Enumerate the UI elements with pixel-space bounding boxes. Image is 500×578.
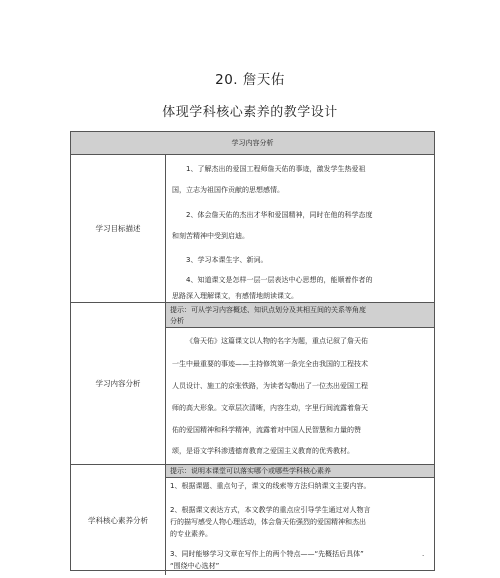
row-label-objectives: 学习目标描述 — [71, 154, 166, 302]
objective-line: 3、学习本课生字、新词。 — [186, 256, 268, 264]
core-item-line: 行的描写感受人物心理活动，体会詹天佑强烈的爱国精神和杰出 — [170, 518, 366, 526]
core-item: 1、根据课题、重点句子，课文的线索等方法归纳课文主要内容。 — [170, 482, 371, 490]
hint-line: 提示：可从学习内容概述、知识点划分及其相互间的关系等角度 — [170, 306, 366, 314]
core-item-line: “围绕中心选材” — [170, 562, 220, 570]
core-literacy-cell — [166, 478, 434, 578]
lesson-design-table — [70, 131, 435, 571]
core-item-line: 3、同时能够学习文章在写作上的两个特点——“先概括后具体” — [170, 550, 364, 558]
row-label-core-literacy: 学科核心素养分析 — [71, 465, 166, 575]
content-line: 佑的爱国精神和科学精神，流露着对中国人民智慧和力量的赞 — [172, 426, 361, 434]
hint-line: 分析 — [170, 317, 184, 325]
table-header: 学习内容分析 — [71, 132, 434, 155]
objective-line: 思路深入理解课文，有感情地朗读课文。 — [172, 292, 298, 300]
content-line: 《詹天佑》这篇课文以人物的名字为题，重点记叙了詹天佑 — [186, 337, 368, 345]
core-item-line: 的专业素养。 — [170, 530, 212, 538]
document-subtitle: 体现学科核心素养的教学设计 — [162, 105, 338, 120]
core-hint — [166, 465, 434, 477]
stray-dot: . — [422, 550, 425, 558]
hint-line: 提示：说明本课堂可以落实哪个或哪些学科核心素养 — [170, 467, 331, 475]
content-hint — [166, 303, 434, 327]
content-line: 人员设计、施工的京张铁路，为读者勾勒出了一位杰出爱国工程 — [172, 382, 368, 390]
row-label-content: 学习内容分析 — [71, 303, 166, 464]
objective-line: 2、体会詹天佑的杰出才华和爱国精神，同时在他的科学态度 — [186, 211, 373, 219]
objective-line: 国，立志为祖国作贡献的思想感情。 — [172, 186, 284, 194]
content-line: 颂，是语文学科渗透德育教育之爱国主义教育的优秀教材。 — [172, 447, 354, 455]
content-line: 一生中最重要的事迹——主持修筑第一条完全由我国的工程技术 — [172, 360, 368, 368]
content-cell — [166, 328, 434, 464]
core-item-line: 2、根据课文表达方式，本文教学的重点应引导学生通过对人物言 — [170, 506, 371, 514]
objective-line: 1、了解杰出的爱国工程师詹天佑的事迹，激发学生热爱祖 — [186, 165, 366, 173]
content-line: 师的高大形象。文章层次清晰，内容生动，字里行间流露着詹天 — [172, 404, 368, 412]
objective-line: 和刻苦精神中受到启迪。 — [172, 232, 249, 240]
objectives-cell — [166, 154, 434, 302]
objective-line: 4、知道课文是怎样一层一层表达中心思想的，能顺着作者的 — [186, 276, 373, 284]
document-title: 20. 詹天佑 — [215, 72, 285, 88]
